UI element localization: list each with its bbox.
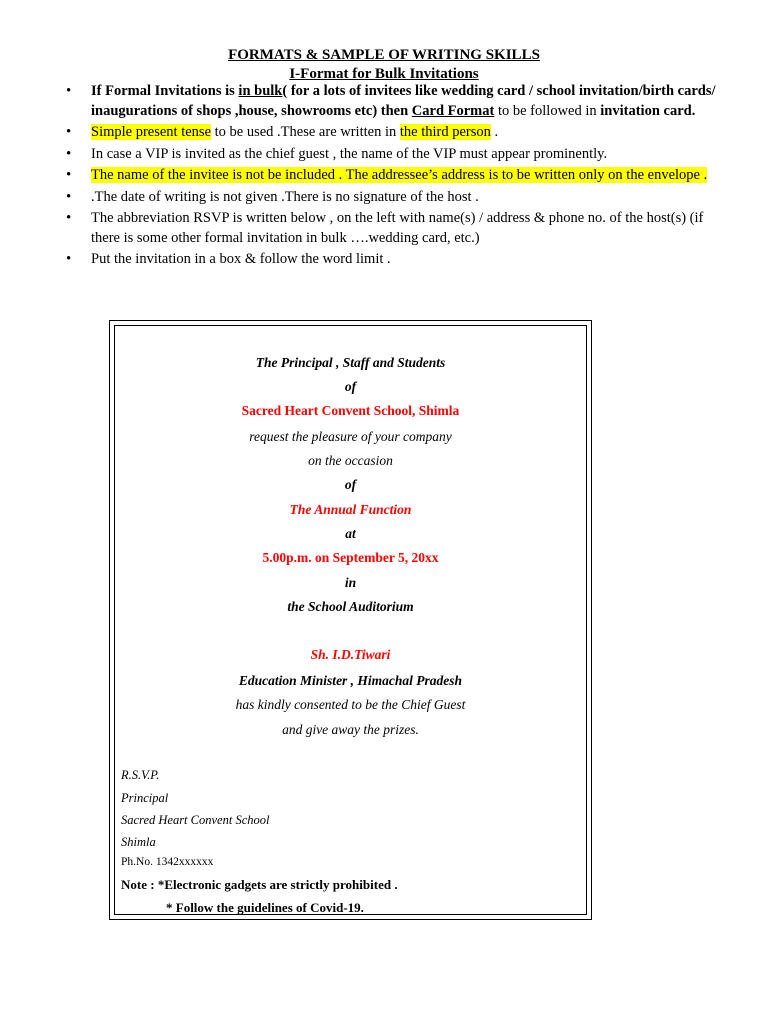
card-rsvp-school: Sacred Heart Convent School [121, 813, 270, 827]
rules-list [64, 82, 724, 272]
page-title: FORMATS & SAMPLE OF WRITING SKILLS [228, 47, 540, 63]
card-note-1: Note : *Electronic gadgets are strictly prohibited . [121, 877, 398, 892]
card-consent: has kindly consented to be the Chief Guest [235, 697, 466, 712]
card-guest-name: Sh. I.D.Tiwari [310, 647, 391, 662]
invitation-card-box [109, 320, 592, 920]
card-guest-title: Education Minister , Himachal Pradesh [238, 673, 463, 688]
rule-item-3: • In case a VIP is invited as the chief guest , the name of the VIP must appear prominently. [64, 145, 724, 165]
rule-item-6: • The abbreviation RSVP is written below , on the left with name(s) / address & phone no. of the host(s) (if there is some other formal invitation in bulk ….wedding card, etc.) [64, 209, 724, 248]
card-in: in [344, 575, 357, 590]
card-note-2: * Follow the guidelines of Covid-19. [166, 900, 364, 915]
card-rsvp: R.S.V.P. [121, 768, 160, 782]
card-prizes: and give away the prizes. [282, 722, 419, 737]
rule-item-7: • Put the invitation in a box & follow the word limit . [64, 250, 724, 270]
rule-item-5: • .The date of writing is not given .There is no signature of the host . [64, 188, 724, 208]
card-request: request the pleasure of your company [249, 429, 452, 444]
card-at: at [345, 526, 356, 541]
card-rsvp-role: Principal [121, 791, 169, 805]
invitation-card-inner-border [114, 325, 587, 915]
card-school-name: Sacred Heart Convent School, Shimla [241, 403, 460, 418]
page-subtitle: I-Format for Bulk Invitations [289, 66, 479, 82]
card-host: The Principal , Staff and Students [255, 355, 446, 370]
rule-item-4: • The name of the invitee is not be included . The addressee’s address is to be written only on the envelope . [64, 166, 724, 186]
card-phone: Ph.No. 1342xxxxxx [121, 856, 214, 868]
card-of-2: of [344, 477, 357, 492]
card-venue: the School Auditorium [287, 599, 414, 614]
card-event: The Annual Function [289, 502, 412, 517]
card-rsvp-city: Shimla [121, 835, 156, 849]
card-datetime: 5.00p.m. on September 5, 20xx [262, 550, 439, 565]
card-of-1: of [344, 379, 357, 394]
rule-item-1: • If Formal Invitations is in bulk( for a lots of invitees like wedding card / school invitation/birth cards/ inaugurations of shops ,house, showrooms etc) then Card Format to be followed in invitation card. [64, 82, 724, 121]
card-occasion: on the occasion [308, 453, 393, 468]
rule-item-2: • Simple present tense to be used .These are written in the third person . [64, 123, 724, 143]
